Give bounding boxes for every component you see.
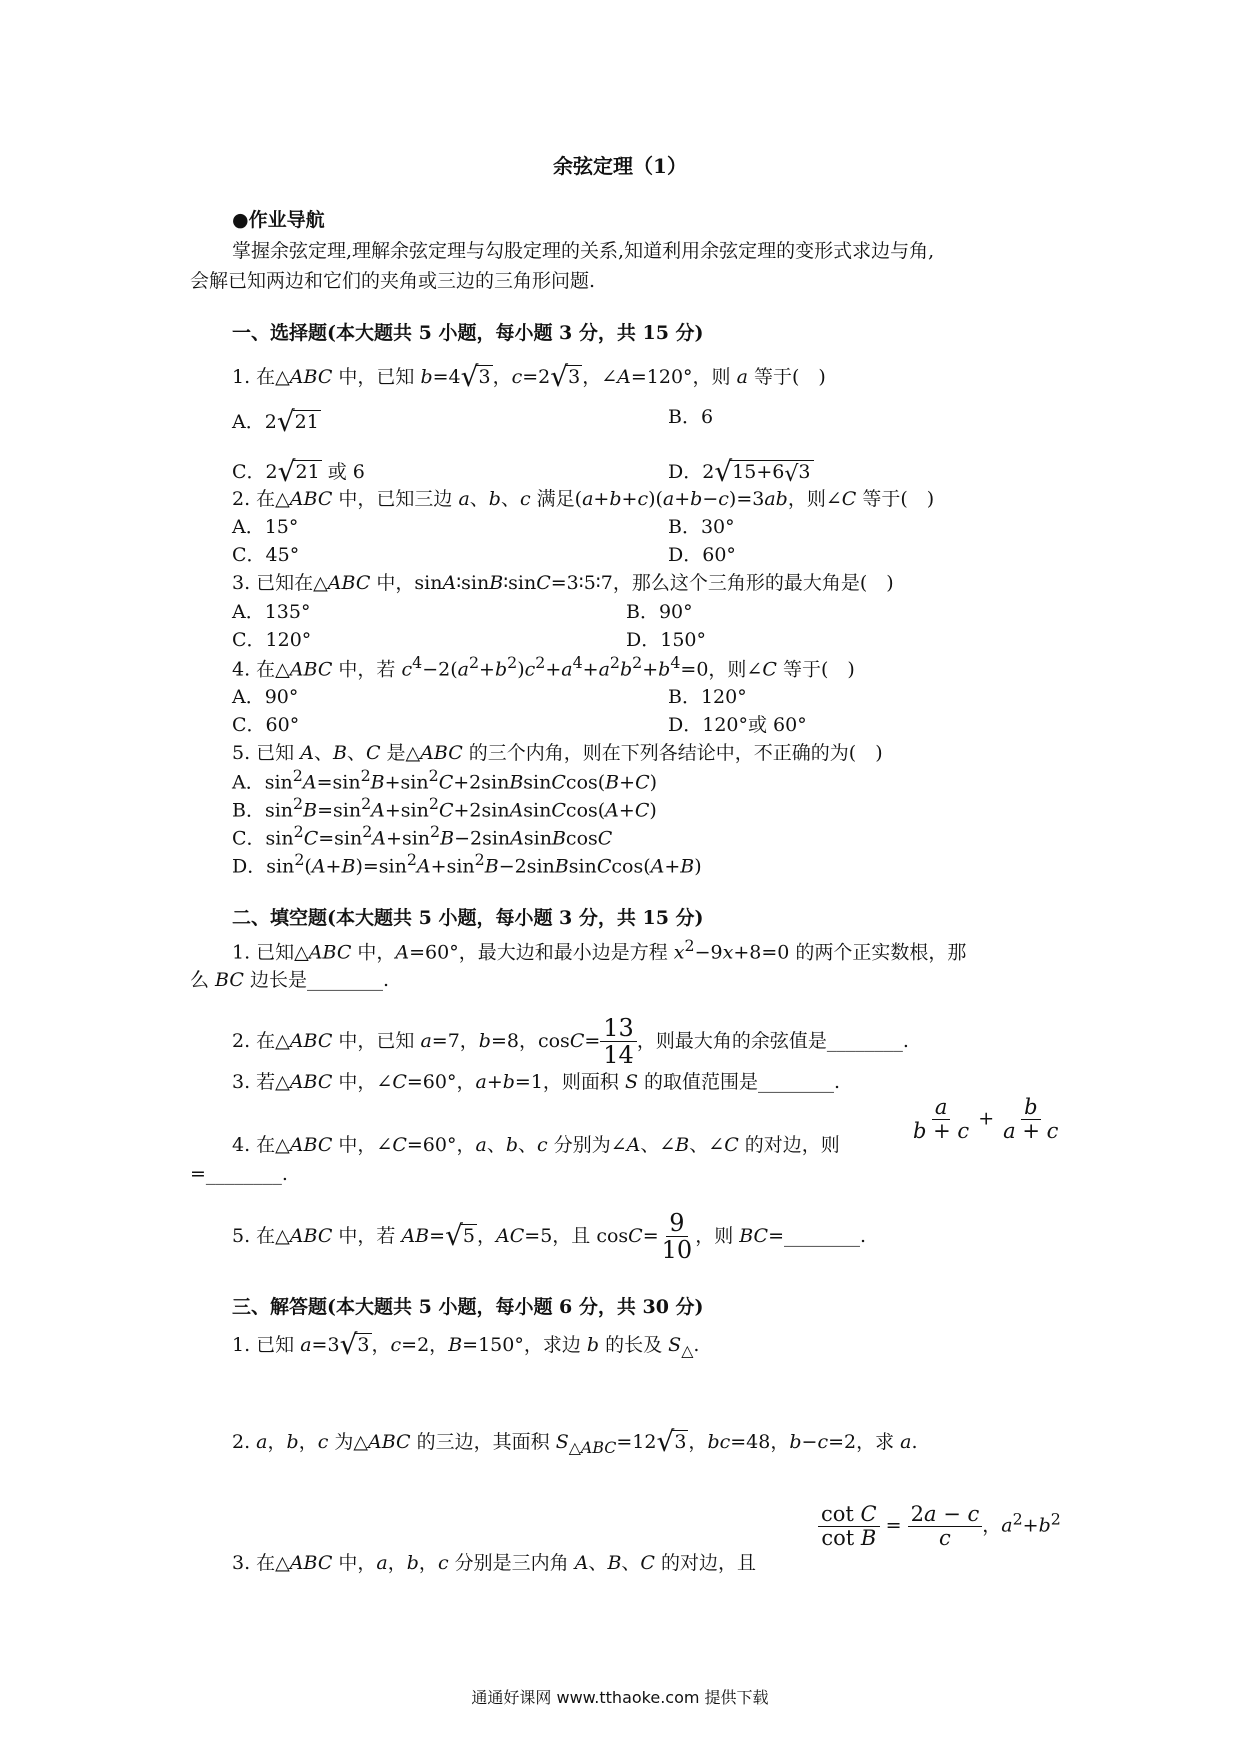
footer: 通通好课网 www.tthaoke.com 提供下载 [471,1688,769,1707]
s1-q2-option-a: A．15° [232,516,299,538]
s2-q3: 3. 若△ABC 中，∠C=60°，a+b=1，则面积 S 的取值范围是________. [232,1071,841,1093]
s1-q5-stem: 5. 已知 A、B、C 是△ABC 的三个内角，则在下列各结论中，不正确的为( ) [232,742,883,764]
guide-line-2: 会解已知两边和它们的夹角或三边的三角形问题. [190,270,596,292]
s1-q1-option-d: D．2√15+6√3 [668,452,814,485]
s2-q1-line-1: 1. 已知△ABC 中，A=60°，最大边和最小边是方程 $x^2-9x+8=0$ 的两个正实数根，那 [232,936,967,964]
section-2-heading: 二、填空题(本大题共 5 小题，每小题 3 分，共 15 分) [232,907,704,929]
s1-q1-stem: 1. 在△ABC 中，已知 b=4√3 ，c=2√3 ，∠A=120°，则 a 等于( ) [232,360,826,393]
s1-q5-option-c: C．$\sin^2C=\sin^2A+\sin^2B-2sinAsinBcosC$ [232,822,613,850]
s3-q2: 2. a，b，c 为△ABC 的三边，其面积 $S_{\triangle ABC}=12√3$ ，bc=48，b−c=2，求 a. [232,1425,918,1458]
s2-q4-fraction: $\frac{a}{b + c}$ + $\frac{b}{a + c}$ [913,1095,1059,1144]
s1-q4-option-c: C．60° [232,714,300,736]
s1-q3-option-b: B．90° [626,601,693,623]
s2-q2: 2. 在△ABC 中，已知 a=7，b=8，cosC= $\frac{13}{14}$ ，则最大角的余弦值是________. [232,1014,909,1070]
s2-q1-line-2: 么 BC 边长是________. [190,969,389,991]
guide-heading: ●作业导航 [232,209,325,231]
s1-q1-option-c: C．2√21 或 6 [232,455,365,488]
s1-q1-option-b: B．6 [668,406,714,428]
s1-q3-option-c: C．120° [232,629,312,651]
guide-line-1: 掌握余弦定理,理解余弦定理与勾股定理的关系,知道利用余弦定理的变形式求边与角, [232,240,935,262]
s1-q3-option-a: A．135° [232,601,311,623]
s2-q4-line-1: 4. 在△ABC 中，∠C=60°，a、b、c 分别为∠A、∠B、∠C 的对边，则 [232,1134,840,1156]
s1-q2-stem: 2. 在△ABC 中，已知三边 a、b、c 满足(a+b+c)(a+b−c)=3ab，则∠C 等于( ) [232,488,935,510]
s1-q3-stem: 3. 已知在△ABC 中，sinA∶sinB∶sinC=3∶5∶7，那么这个三角形的最大角是( ) [232,572,894,594]
s1-q2-option-d: D．60° [668,544,736,566]
s1-q5-option-d: D．$\sin^2(A+B)=\sin^2A+\sin^2B-2sinBsinCcos(A+B)$ [232,850,702,878]
s1-q4-option-d: D．120°或 60° [668,714,807,736]
s1-q2-option-b: B．30° [668,516,735,538]
s1-q5-option-b: B．$\sin^2B=\sin^2A+\sin^2C+2sinAsinCcos(A+C)$ [232,794,657,822]
s3-q3-text: 3. 在△ABC 中，a，b，c 分别是三内角 A、B、C 的对边，且 [232,1552,757,1574]
s2-q5: 5. 在△ABC 中，若 AB=√5 ，AC=5，且 cosC= $\frac{9}{10}$ ，则 BC=________. [232,1209,867,1265]
s1-q1-option-a: A．2√21 [232,405,319,438]
s1-q2-option-c: C．45° [232,544,300,566]
s2-q4-line-2: =________. [190,1163,288,1185]
s1-q3-option-d: D．150° [626,629,706,651]
s3-q1: 1. 已知 a=3√3 ，c=2，B=150°，求边 b 的长及 $S_\triangle$. [232,1328,700,1361]
section-3-heading: 三、解答题(本大题共 5 小题，每小题 6 分，共 30 分) [232,1296,704,1318]
section-1-heading: 一、选择题(本大题共 5 小题，每小题 3 分，共 15 分) [232,322,704,344]
s1-q5-option-a: A．$\sin^2A=\sin^2B+\sin^2C+2sinBsinCcos(B+C)$ [232,766,658,794]
s1-q4-stem: 4. 在△ABC 中，若 $c^4-2(a^2+b^2)c^2+a^4+a^2b^2+b^4=0$，则∠C 等于( ) [232,653,855,681]
s1-q4-option-b: B．120° [668,686,747,708]
s1-q4-option-a: A．90° [232,686,299,708]
s3-q3-fraction: $\frac{\text{cot C}}{\text{cot B}}$ = $\frac{2a - c}{c}$ ，$a^2+b^2$ [818,1503,1061,1550]
page-title: 余弦定理（1） [553,154,687,178]
